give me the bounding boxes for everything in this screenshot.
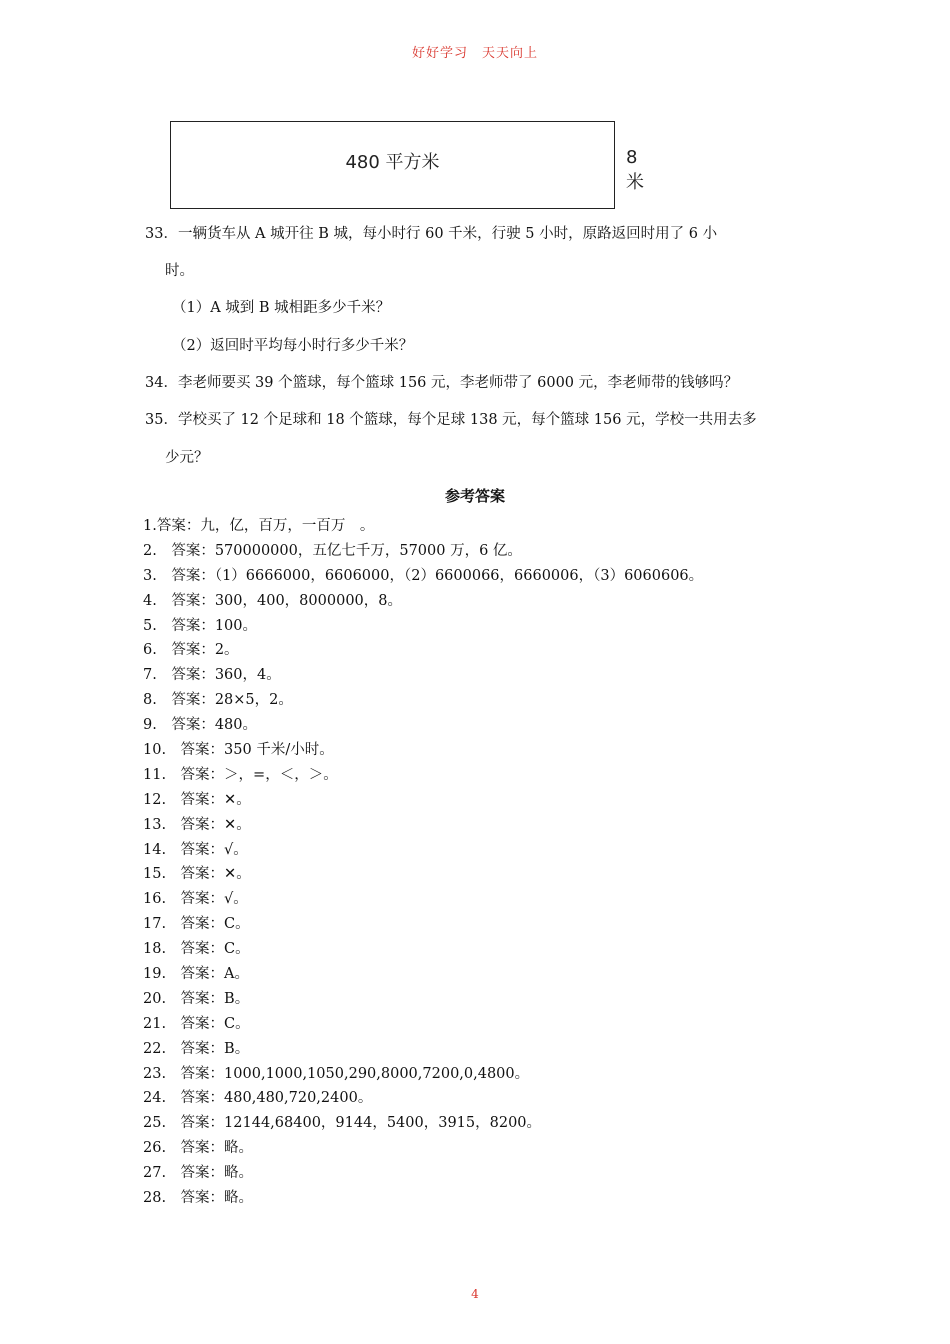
- answer-item: 11. 答案：＞，=，＜，＞。: [143, 766, 338, 783]
- answer-item: 13. 答案：✕。: [143, 816, 251, 833]
- answers-title: 参考答案: [444, 487, 505, 505]
- answer-item: 24. 答案：480,480,720,2400。: [143, 1090, 373, 1107]
- question-34: 34．李老师要买 39 个篮球，每个篮球 156 元，李老师带了 6000 元，李老师带的钱够吗？: [145, 375, 739, 391]
- answer-item: 5. 答案：100。: [143, 617, 258, 634]
- answer-item: 2. 答案：570000000，五亿七千万，57000 万，6 亿。: [143, 542, 522, 559]
- question-33-part-1: （1）A 城到 B 城相距多少千米？: [172, 300, 391, 316]
- answer-item: 27. 答案：略。: [143, 1165, 254, 1182]
- question-35-line-2: 少元？: [165, 450, 209, 466]
- answer-item: 26. 答案：略。: [143, 1140, 254, 1157]
- answer-item: 16. 答案：√。: [143, 891, 248, 908]
- area-label: 480 平方米: [345, 152, 440, 173]
- answer-item: 22. 答案：B。: [143, 1040, 250, 1057]
- page-header: 好好学习 天天向上: [411, 46, 538, 61]
- answer-item: 1.答案：九，亿，百万，一百万 。: [143, 518, 375, 534]
- answer-item: 19. 答案：A。: [143, 966, 250, 983]
- answer-item: 18. 答案：C。: [143, 941, 250, 958]
- page-number: 4: [471, 1287, 479, 1301]
- answer-item: 21. 答案：C。: [143, 1015, 250, 1032]
- answer-item: 7. 答案：360，4。: [143, 667, 281, 684]
- answer-item: 20. 答案：B。: [143, 990, 250, 1007]
- answer-item: 23. 答案：1000,1000,1050,290,8000,7200,0,4800。: [143, 1065, 530, 1082]
- answer-item: 25. 答案：12144,68400，9144，5400，3915，8200。: [143, 1115, 542, 1132]
- answer-item: 4. 答案：300，400，8000000，8。: [143, 592, 402, 609]
- question-33-line-1: 33．一辆货车从 A 城开往 B 城，每小时行 60 千米，行驶 5 小时，原路返回时用了 6 小: [145, 226, 718, 242]
- answer-item: 9. 答案：480。: [143, 717, 258, 734]
- answer-item: 8. 答案：28×5，2。: [143, 692, 293, 709]
- question-33-line-2: 时。: [165, 263, 194, 279]
- side-length-label: 8 米: [626, 147, 644, 193]
- answer-item: 15. 答案：✕。: [143, 866, 251, 883]
- answer-item: 10. 答案：350 千米/小时。: [143, 742, 334, 759]
- answer-item: 28. 答案：略。: [143, 1190, 254, 1207]
- answer-list: [143, 514, 703, 1211]
- question-33-part-2: （2）返回时平均每小时行多少千米？: [172, 338, 414, 354]
- answer-item: 17. 答案：C。: [143, 916, 250, 933]
- answer-item: 3. 答案：（1）6666000，6606000，（2）6600066，6660006，（3）6060606。: [143, 567, 704, 584]
- answer-item: 6. 答案：2。: [143, 642, 239, 659]
- answer-item: 12. 答案：✕。: [143, 791, 251, 808]
- rectangle-shape: [170, 121, 615, 209]
- question-35-line-1: 35．学校买了 12 个足球和 18 个篮球，每个足球 138 元，每个篮球 156 元，学校一共用去多: [145, 412, 757, 428]
- answer-item: 14. 答案：√。: [143, 841, 248, 858]
